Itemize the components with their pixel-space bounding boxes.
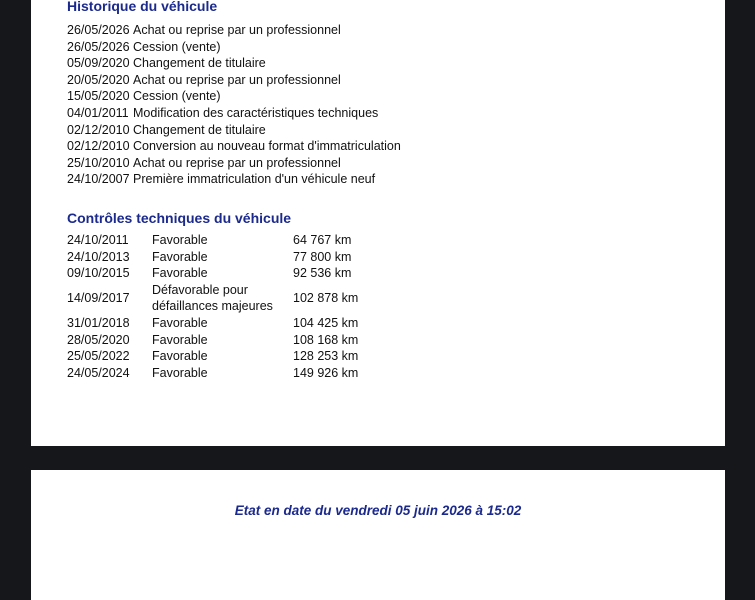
inspection-row <box>65 265 395 282</box>
inspection-mileage: 149 926 km <box>293 365 359 380</box>
inspection-mileage: 77 800 km <box>293 249 352 264</box>
status-date-text: Etat en date du vendredi 05 juin 2026 à 15:02 <box>234 503 522 518</box>
inspection-row <box>65 315 395 332</box>
history-event <box>67 155 401 172</box>
inspection-row <box>65 282 395 315</box>
history-event <box>67 171 401 188</box>
inspection-mileage: 64 767 km <box>293 233 352 247</box>
inspection-result: Favorable <box>152 233 208 247</box>
history-event-label: Achat ou reprise par un professionnel <box>133 72 341 87</box>
inspection-date: 24/10/2011 <box>67 233 129 247</box>
history-event <box>67 39 401 56</box>
inspection-result: Favorable <box>152 315 208 330</box>
history-event <box>67 55 401 72</box>
history-event-date: 02/12/2010 <box>67 122 130 137</box>
inspection-result: Favorable <box>152 332 208 347</box>
inspection-result: Favorable <box>152 365 208 380</box>
history-event-label: Changement de titulaire <box>133 122 266 137</box>
inspection-mileage: 102 878 km <box>293 291 359 306</box>
inspection-date: 31/01/2018 <box>67 315 130 330</box>
history-list <box>67 22 401 188</box>
inspection-mileage: 128 253 km <box>293 349 359 364</box>
history-event <box>67 88 401 105</box>
inspection-row <box>65 365 395 382</box>
history-event-date: 04/01/2011 <box>67 105 129 120</box>
inspections-section-title: Contrôles techniques du véhicule <box>67 210 292 226</box>
history-event-label: Conversion au nouveau format d'immatriculation <box>133 139 401 154</box>
history-event <box>67 138 401 155</box>
inspection-result: Défavorable pour défaillances majeures <box>152 282 273 314</box>
history-event-label: Changement de titulaire <box>133 56 266 71</box>
inspection-date: 28/05/2020 <box>67 332 130 347</box>
inspection-date: 14/09/2017 <box>67 291 130 306</box>
inspection-date: 09/10/2015 <box>67 266 130 281</box>
inspection-date: 24/10/2013 <box>67 249 130 264</box>
history-event-date: 25/10/2010 <box>67 155 130 170</box>
inspection-result: Favorable <box>152 249 208 264</box>
history-event <box>67 22 401 39</box>
history-event-date: 15/05/2020 <box>67 89 130 104</box>
document-page <box>31 0 725 446</box>
inspection-date: 25/05/2022 <box>67 349 130 364</box>
inspection-row <box>65 249 395 266</box>
history-event-date: 05/09/2020 <box>67 56 130 71</box>
history-event-label: Cession (vente) <box>133 89 221 104</box>
inspection-mileage: 108 168 km <box>293 332 359 347</box>
history-event-date: 26/05/2026 <box>67 39 130 54</box>
inspections-table <box>65 232 395 381</box>
history-event-date: 02/12/2010 <box>67 139 130 154</box>
history-event-date: 20/05/2020 <box>67 72 130 87</box>
history-event-date: 26/05/2026 <box>67 23 130 37</box>
inspection-mileage: 104 425 km <box>293 315 359 330</box>
history-section-title: Historique du véhicule <box>67 0 218 14</box>
history-event <box>67 105 401 122</box>
history-event <box>67 122 401 139</box>
history-event-label: Achat ou reprise par un professionnel <box>133 23 341 37</box>
document-page-footer <box>31 470 725 600</box>
inspection-row <box>65 232 395 249</box>
inspection-row <box>65 348 395 365</box>
inspection-result: Favorable <box>152 349 208 364</box>
history-event-label: Achat ou reprise par un professionnel <box>133 155 341 170</box>
history-event-label: Modification des caractéristiques techniques <box>133 105 379 120</box>
history-event-label: Cession (vente) <box>133 39 221 54</box>
history-event <box>67 72 401 89</box>
inspection-row <box>65 332 395 349</box>
inspection-result: Favorable <box>152 266 208 281</box>
history-event-label: Première immatriculation d'un véhicule neuf <box>133 172 376 187</box>
inspection-date: 24/05/2024 <box>67 365 130 380</box>
history-event-date: 24/10/2007 <box>67 172 130 187</box>
inspection-mileage: 92 536 km <box>293 266 352 281</box>
